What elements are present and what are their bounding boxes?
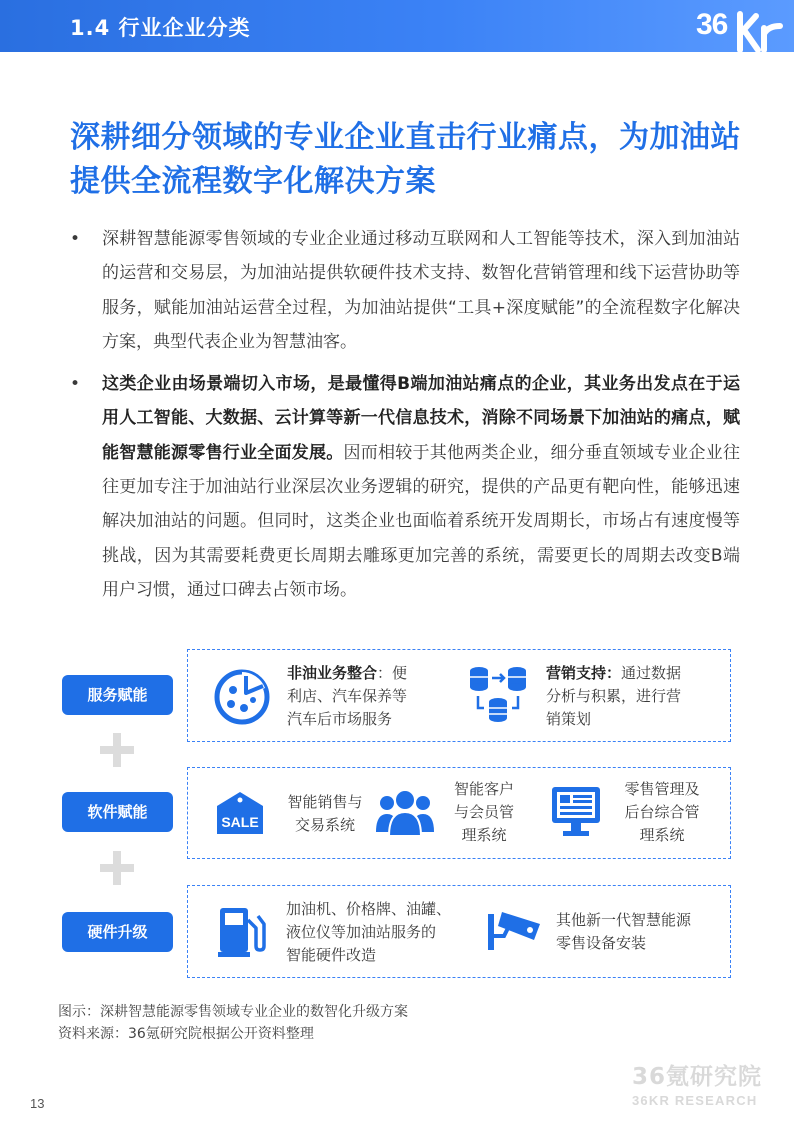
- watermark-cn: 36氪研究院: [632, 1064, 763, 1090]
- item-line: 其他新一代智慧能源: [556, 911, 692, 929]
- item-line: 销策划: [546, 710, 592, 728]
- item-colon: ：: [377, 664, 393, 682]
- database-sync-icon: [468, 664, 530, 726]
- bullet-marker: •: [70, 229, 81, 249]
- item-line: 便: [392, 664, 408, 682]
- section-title: 1.4 行业企业分类: [70, 16, 251, 40]
- plus-icon: [100, 851, 134, 885]
- svg-text:SALE: SALE: [221, 814, 259, 830]
- bullet-item-2: [70, 367, 740, 607]
- 36kr-logo-mark: [694, 4, 794, 52]
- hardware-row-box: [187, 885, 731, 978]
- service-item-marketing: [546, 662, 716, 731]
- bullet-list: [70, 222, 740, 607]
- software-item-sales: [280, 791, 370, 837]
- figure-source: 资料来源：36氪研究院根据公开资料整理: [58, 1026, 314, 1042]
- page-headline: 深耕细分领域的专业企业直击行业痛点，为加油站提供全流程数字化解决方案: [70, 120, 741, 199]
- svg-text:36: 36: [696, 8, 728, 41]
- bullet-marker: •: [70, 374, 81, 395]
- item-line: 液位仪等加油站服务的: [286, 923, 437, 941]
- figure-title: 图示：深耕智慧能源零售领域专业企业的数智化升级方案: [58, 1004, 408, 1020]
- bullet-text: 深耕智慧能源零售领域的专业企业通过移动互联网和人工智能等技术，深入到加油站的运营和交易层，为加油站提供软硬件技术支持、数智化营销管理和线下运营协助等服务，赋能加油站运营全过程，为加油站提供“工具+深度赋能”的全流程数字化解决方案，典型代表企业为智慧油客。: [102, 229, 740, 352]
- fuel-pump-icon: [218, 906, 266, 958]
- row-label-software: 软件赋能: [62, 792, 173, 832]
- plus-icon: [100, 733, 134, 767]
- item-line: 汽车后市场服务: [287, 710, 393, 728]
- figure-caption: [58, 1001, 408, 1045]
- bullet-text: 因而相较于其他两类企业，细分垂直领域专业企业往往更加专注于加油站行业深层次业务逻辑的研究，提供的产品更有靶向性，能够迅速解决加油站的问题。但同时，这类企业也面临着系统开发周期长，市场占有速度慢等挑战，因为其需要耗费更长周期去雕琢更加完善的系统，需要更长的周期去改变B端用户习惯，通过口碑去占领市场。: [102, 442, 740, 600]
- sale-tag-icon: [211, 790, 269, 836]
- row-label-hardware: 硬件升级: [62, 912, 173, 952]
- monitor-dashboard-icon: [551, 786, 601, 838]
- item-line: 后台综合管: [624, 803, 700, 821]
- item-line: 智能硬件改造: [286, 946, 377, 964]
- page-number: 13: [30, 1096, 45, 1111]
- watermark-en: 36KR RESEARCH: [632, 1093, 758, 1108]
- watermark: [632, 1058, 762, 1108]
- item-line: 利店、汽车保养等: [287, 687, 408, 705]
- item-title: 营销支持：: [546, 664, 622, 682]
- software-item-retail: [612, 778, 712, 847]
- bullet-item-1: [70, 222, 740, 359]
- item-line: 智能销售与: [287, 793, 363, 811]
- hardware-item-equipment: [286, 898, 476, 967]
- item-line: 理系统: [639, 826, 685, 844]
- 36kr-logo: [694, 4, 794, 52]
- item-line: 零售设备安装: [556, 934, 647, 952]
- item-line: 与会员管: [453, 803, 514, 821]
- header-bar: [0, 0, 794, 52]
- item-line: 零售管理及: [624, 780, 700, 798]
- item-line: 加油机、价格牌、油罐、: [286, 900, 452, 918]
- bullet-bold-text: 这类企业由场景端切入市场，是最懂得B端加油站痛点的企业，其业务出发点在于运用人工智能、大数据、云计算等新一代信息技术，消除不同场景下加油站的痛点，赋能智慧能源零售行业全面发展。: [102, 374, 740, 463]
- item-line: 通过数据: [621, 664, 682, 682]
- service-item-nonoil: [287, 662, 437, 731]
- item-line: 理系统: [461, 826, 507, 844]
- item-line: 交易系统: [294, 816, 355, 834]
- software-row-box: [187, 767, 731, 859]
- cctv-camera-icon: [486, 908, 544, 954]
- item-title: 非油业务整合: [287, 664, 378, 682]
- software-item-crm: [444, 778, 524, 847]
- row-label-service: 服务赋能: [62, 675, 173, 715]
- pizza-icon: [213, 668, 271, 726]
- item-line: 分析与积累，进行营: [546, 687, 682, 705]
- users-group-icon: [374, 788, 436, 836]
- service-row-box: [187, 649, 731, 742]
- item-line: 智能客户: [453, 780, 514, 798]
- hardware-item-other: [556, 909, 726, 955]
